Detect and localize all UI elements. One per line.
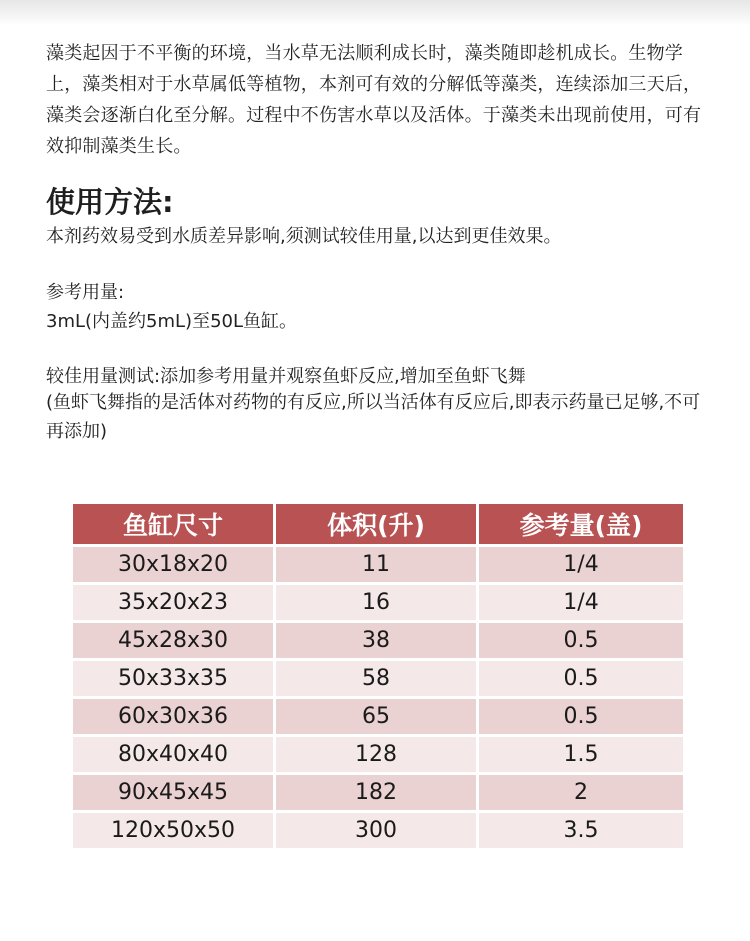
- cell-reference-amount: 3.5: [479, 813, 683, 848]
- cell-tank-size: 80x40x40: [73, 737, 273, 772]
- cell-reference-amount: 1/4: [479, 585, 683, 620]
- cell-tank-size: 60x30x36: [73, 699, 273, 734]
- cell-tank-size: 120x50x50: [73, 813, 273, 848]
- cell-reference-amount: 0.5: [479, 699, 683, 734]
- cell-volume: 11: [276, 547, 476, 582]
- cell-volume: 38: [276, 623, 476, 658]
- table-row: [73, 585, 683, 620]
- table-row: [73, 737, 683, 772]
- cell-tank-size: 30x18x20: [73, 547, 273, 582]
- cell-volume: 58: [276, 661, 476, 696]
- header-tank-size: 鱼缸尺寸: [73, 504, 273, 544]
- cell-volume: 65: [276, 699, 476, 734]
- cell-reference-amount: 0.5: [479, 661, 683, 696]
- cell-tank-size: 50x33x35: [73, 661, 273, 696]
- table-row: [73, 547, 683, 582]
- table-header-row: [73, 504, 683, 544]
- table-row: [73, 623, 683, 658]
- cell-volume: 128: [276, 737, 476, 772]
- dosage-table: [70, 501, 686, 851]
- cell-tank-size: 90x45x45: [73, 775, 273, 810]
- header-volume: 体积(升): [276, 504, 476, 544]
- table-row: [73, 661, 683, 696]
- cell-reference-amount: 1.5: [479, 737, 683, 772]
- reference-dose-value: 3mL(内盖约5mL)至50L鱼缸。: [46, 311, 298, 332]
- dose-test-explanation: (鱼虾飞舞指的是活体对药物的有反应,所以当活体有反应后,即表示药量已足够,不可再添加): [46, 392, 701, 442]
- cell-volume: 16: [276, 585, 476, 620]
- cell-volume: 300: [276, 813, 476, 848]
- cell-reference-amount: 1/4: [479, 547, 683, 582]
- top-shadow-band: [0, 0, 750, 26]
- cell-reference-amount: 2: [479, 775, 683, 810]
- table-row: [73, 813, 683, 848]
- cell-volume: 182: [276, 775, 476, 810]
- table-row: [73, 775, 683, 810]
- cell-tank-size: 45x28x30: [73, 623, 273, 658]
- cell-reference-amount: 0.5: [479, 623, 683, 658]
- effect-note: 本剂药效易受到水质差异影响,须测试较佳用量,以达到更佳效果。: [46, 226, 562, 247]
- reference-dose-label: 参考用量:: [46, 282, 125, 303]
- header-reference-amount: 参考量(盖): [479, 504, 683, 544]
- dose-test-instruction: 较佳用量测试:添加参考用量并观察鱼虾反应,增加至鱼虾飞舞: [46, 366, 526, 387]
- usage-method-heading: 使用方法:: [46, 185, 174, 219]
- intro-paragraph: 藻类起因于不平衡的环境，当水草无法顺利成长时，藻类随即趁机成长。生物学上，藻类相对于水草属低等植物，本剂可有效的分解低等藻类，连续添加三天后，藻类会逐渐白化至分解。过程中不伤害水草以及活体。于藻类未出现前使用，可有效抑制藻类生长。: [46, 43, 702, 157]
- table-row: [73, 699, 683, 734]
- cell-tank-size: 35x20x23: [73, 585, 273, 620]
